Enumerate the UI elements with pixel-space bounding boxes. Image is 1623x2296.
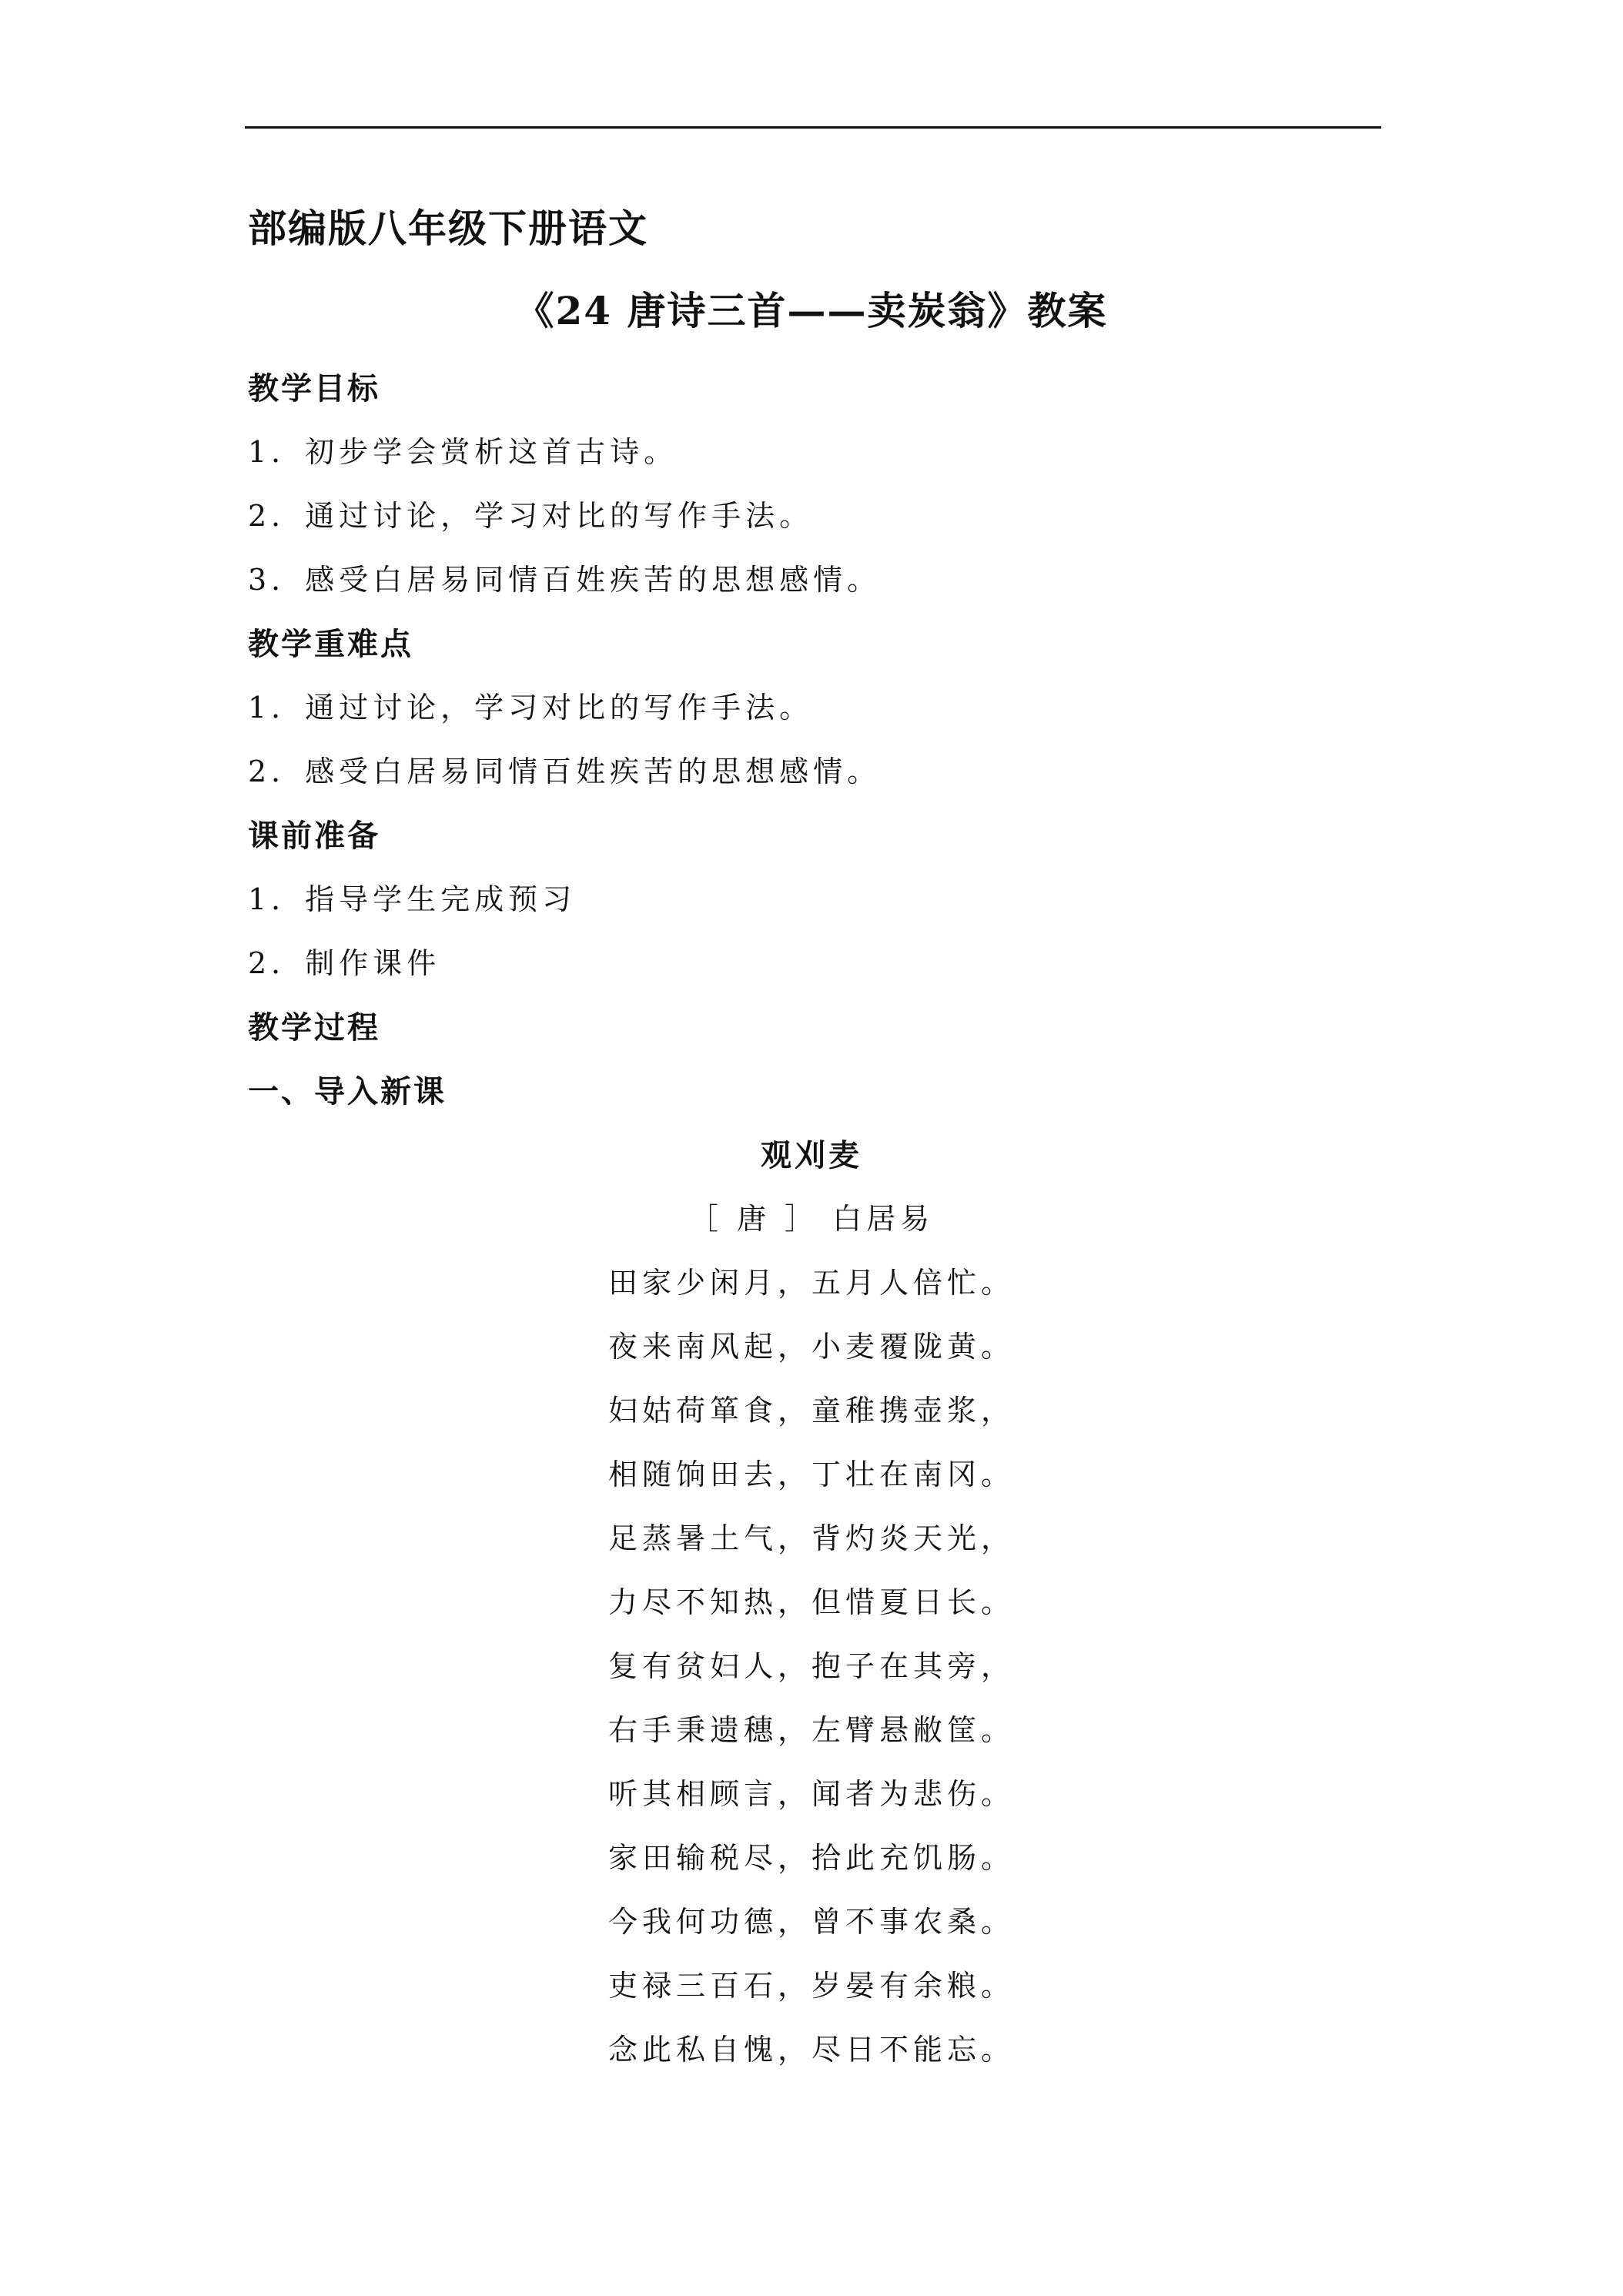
poem-line: 右手秉遗穗，左臂悬敝筐。 xyxy=(607,1713,1015,1747)
objective-item-2: 2．通过讨论，学习对比的写作手法。 xyxy=(248,499,814,533)
poem-line: 听其相顾言，闻者为悲伤。 xyxy=(607,1777,1015,1811)
poem-line: 家田输税尽，拾此充饥肠。 xyxy=(607,1841,1015,1875)
poem-author: ［ 唐 ］ 白居易 xyxy=(688,1202,935,1236)
poem-line: 今我何功德，曾不事农桑。 xyxy=(607,1905,1015,1939)
preparation-item-2: 2．制作课件 xyxy=(248,946,441,980)
section-one-heading: 一、导入新课 xyxy=(248,1073,447,1110)
key-point-item-1: 1．通过讨论，学习对比的写作手法。 xyxy=(248,691,814,725)
objective-item-1: 1．初步学会赏析这首古诗。 xyxy=(248,435,678,469)
preparation-item-1: 1．指导学生完成预习 xyxy=(248,882,577,916)
poem-line: 相随饷田去，丁壮在南冈。 xyxy=(607,1458,1015,1491)
key-point-item-2: 2．感受白居易同情百姓疾苦的思想感情。 xyxy=(248,755,882,788)
poem-line: 念此私自愧，尽日不能忘。 xyxy=(607,2033,1015,2067)
poem-line: 吏禄三百石，岁晏有余粮。 xyxy=(607,1969,1015,2003)
poem-line: 妇姑荷箪食，童稚携壶浆， xyxy=(607,1394,1015,1427)
preparation-heading: 课前准备 xyxy=(248,818,380,854)
lesson-title: 《24 唐诗三首——卖炭翁》教案 xyxy=(515,288,1108,333)
process-heading: 教学过程 xyxy=(248,1009,380,1046)
poem-line: 足蒸暑土气，背灼炎天光， xyxy=(607,1521,1015,1555)
poem-line: 夜来南风起，小麦覆陇黄。 xyxy=(607,1330,1015,1364)
objective-item-3: 3．感受白居易同情百姓疾苦的思想感情。 xyxy=(248,563,882,597)
objectives-heading: 教学目标 xyxy=(248,370,380,407)
key-points-heading: 教学重难点 xyxy=(248,626,413,662)
poem-line: 力尽不知热，但惜夏日长。 xyxy=(607,1585,1015,1619)
poem-line: 田家少闲月，五月人倍忙。 xyxy=(607,1266,1015,1300)
document-title: 部编版八年级下册语文 xyxy=(248,206,648,251)
poem-line: 复有贫妇人，抱子在其旁， xyxy=(607,1649,1015,1683)
poem-title: 观刈麦 xyxy=(761,1137,862,1173)
header-rule xyxy=(245,126,1381,129)
